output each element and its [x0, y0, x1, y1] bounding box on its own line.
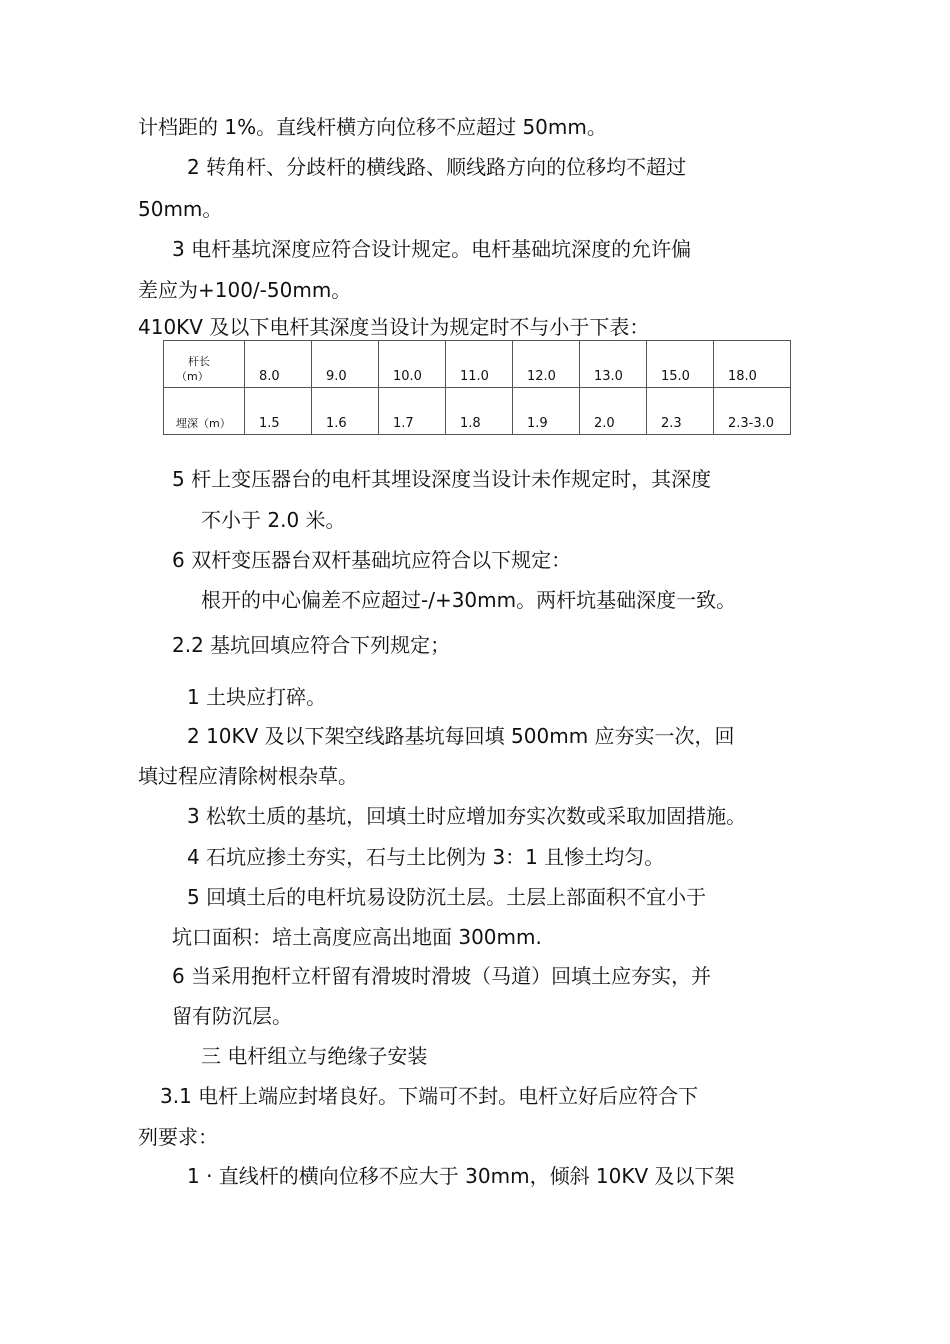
- table-header-cell: 埋深（m）: [164, 388, 245, 435]
- text-line: 2 转角杆、分歧杆的横线路、顺线路方向的位移均不超过: [187, 155, 687, 179]
- text-line: 4 石坑应掺土夯实，石与土比例为 3：1 且惨土均匀。: [187, 845, 665, 869]
- length-unit: （m）: [176, 370, 209, 383]
- table-cell: 13.0: [580, 341, 647, 388]
- text-line: 不小于 2.0 米。: [201, 508, 346, 532]
- text-line: 留有防沉层。: [172, 1004, 292, 1028]
- text-line: 差应为+100/-50mm。: [138, 278, 352, 302]
- section-heading: 三 电杆组立与绝缘子安装: [201, 1044, 428, 1068]
- table-header-cell: [164, 341, 245, 388]
- table-row: [164, 341, 791, 388]
- table-cell: 2.3-3.0: [714, 388, 791, 435]
- text-line: 3 松软土质的基坑，回填土时应增加夯实次数或采取加固措施。: [187, 804, 747, 828]
- text-line: 坑口面积：培土高度应高出地面 300mm.: [172, 925, 542, 949]
- text-line: 列要求：: [138, 1125, 218, 1149]
- table-cell: 11.0: [446, 341, 513, 388]
- text-line: 6 双杆变压器台双杆基础坑应符合以下规定：: [172, 548, 572, 572]
- table-cell: 2.0: [580, 388, 647, 435]
- text-line: 410KV 及以下电杆其深度当设计为规定时不与小于下表：: [138, 315, 650, 339]
- text-line: 5 回填土后的电杆坑易设防沉土层。土层上部面积不宜小于: [187, 885, 707, 909]
- text-line: 1 土块应打碎。: [187, 685, 327, 709]
- text-line: 填过程应清除树根杂草。: [138, 764, 358, 788]
- table-row: [164, 388, 791, 435]
- table-cell: 1.5: [245, 388, 312, 435]
- length-label: 杆长: [188, 355, 210, 368]
- text-line: 3 电杆基坑深度应符合设计规定。电杆基础坑深度的允许偏: [172, 237, 692, 261]
- depth-table: [163, 340, 791, 435]
- text-line: 2.2 基坑回填应符合下列规定；: [172, 633, 451, 657]
- text-line: 3.1 电杆上端应封堵良好。下端可不封。电杆立好后应符合下: [160, 1084, 699, 1108]
- table-cell: 1.6: [312, 388, 379, 435]
- text-line: 根开的中心偏差不应超过-/+30mm。两杆坑基础深度一致。: [201, 588, 737, 612]
- table-cell: 18.0: [714, 341, 791, 388]
- table-cell: 2.3: [647, 388, 714, 435]
- text-line: 2 10KV 及以下架空线路基坑每回填 500mm 应夯实一次，回: [187, 724, 735, 748]
- text-line: 50mm。: [138, 197, 223, 221]
- text-line: 计档距的 1%。直线杆横方向位移不应超过 50mm。: [138, 115, 607, 139]
- table-cell: 8.0: [245, 341, 312, 388]
- table-cell: 12.0: [513, 341, 580, 388]
- text-line: 5 杆上变压器台的电杆其埋设深度当设计未作规定时，其深度: [172, 467, 712, 491]
- table-cell: 9.0: [312, 341, 379, 388]
- table-cell: 1.7: [379, 388, 446, 435]
- table-cell: 15.0: [647, 341, 714, 388]
- text-line: 1 · 直线杆的横向位移不应大于 30mm，倾斜 10KV 及以下架: [187, 1164, 735, 1188]
- text-line: 6 当采用抱杆立杆留有滑坡时滑坡（马道）回填土应夯实，并: [172, 964, 712, 988]
- table-cell: 1.9: [513, 388, 580, 435]
- table-cell: 10.0: [379, 341, 446, 388]
- table-cell: 1.8: [446, 388, 513, 435]
